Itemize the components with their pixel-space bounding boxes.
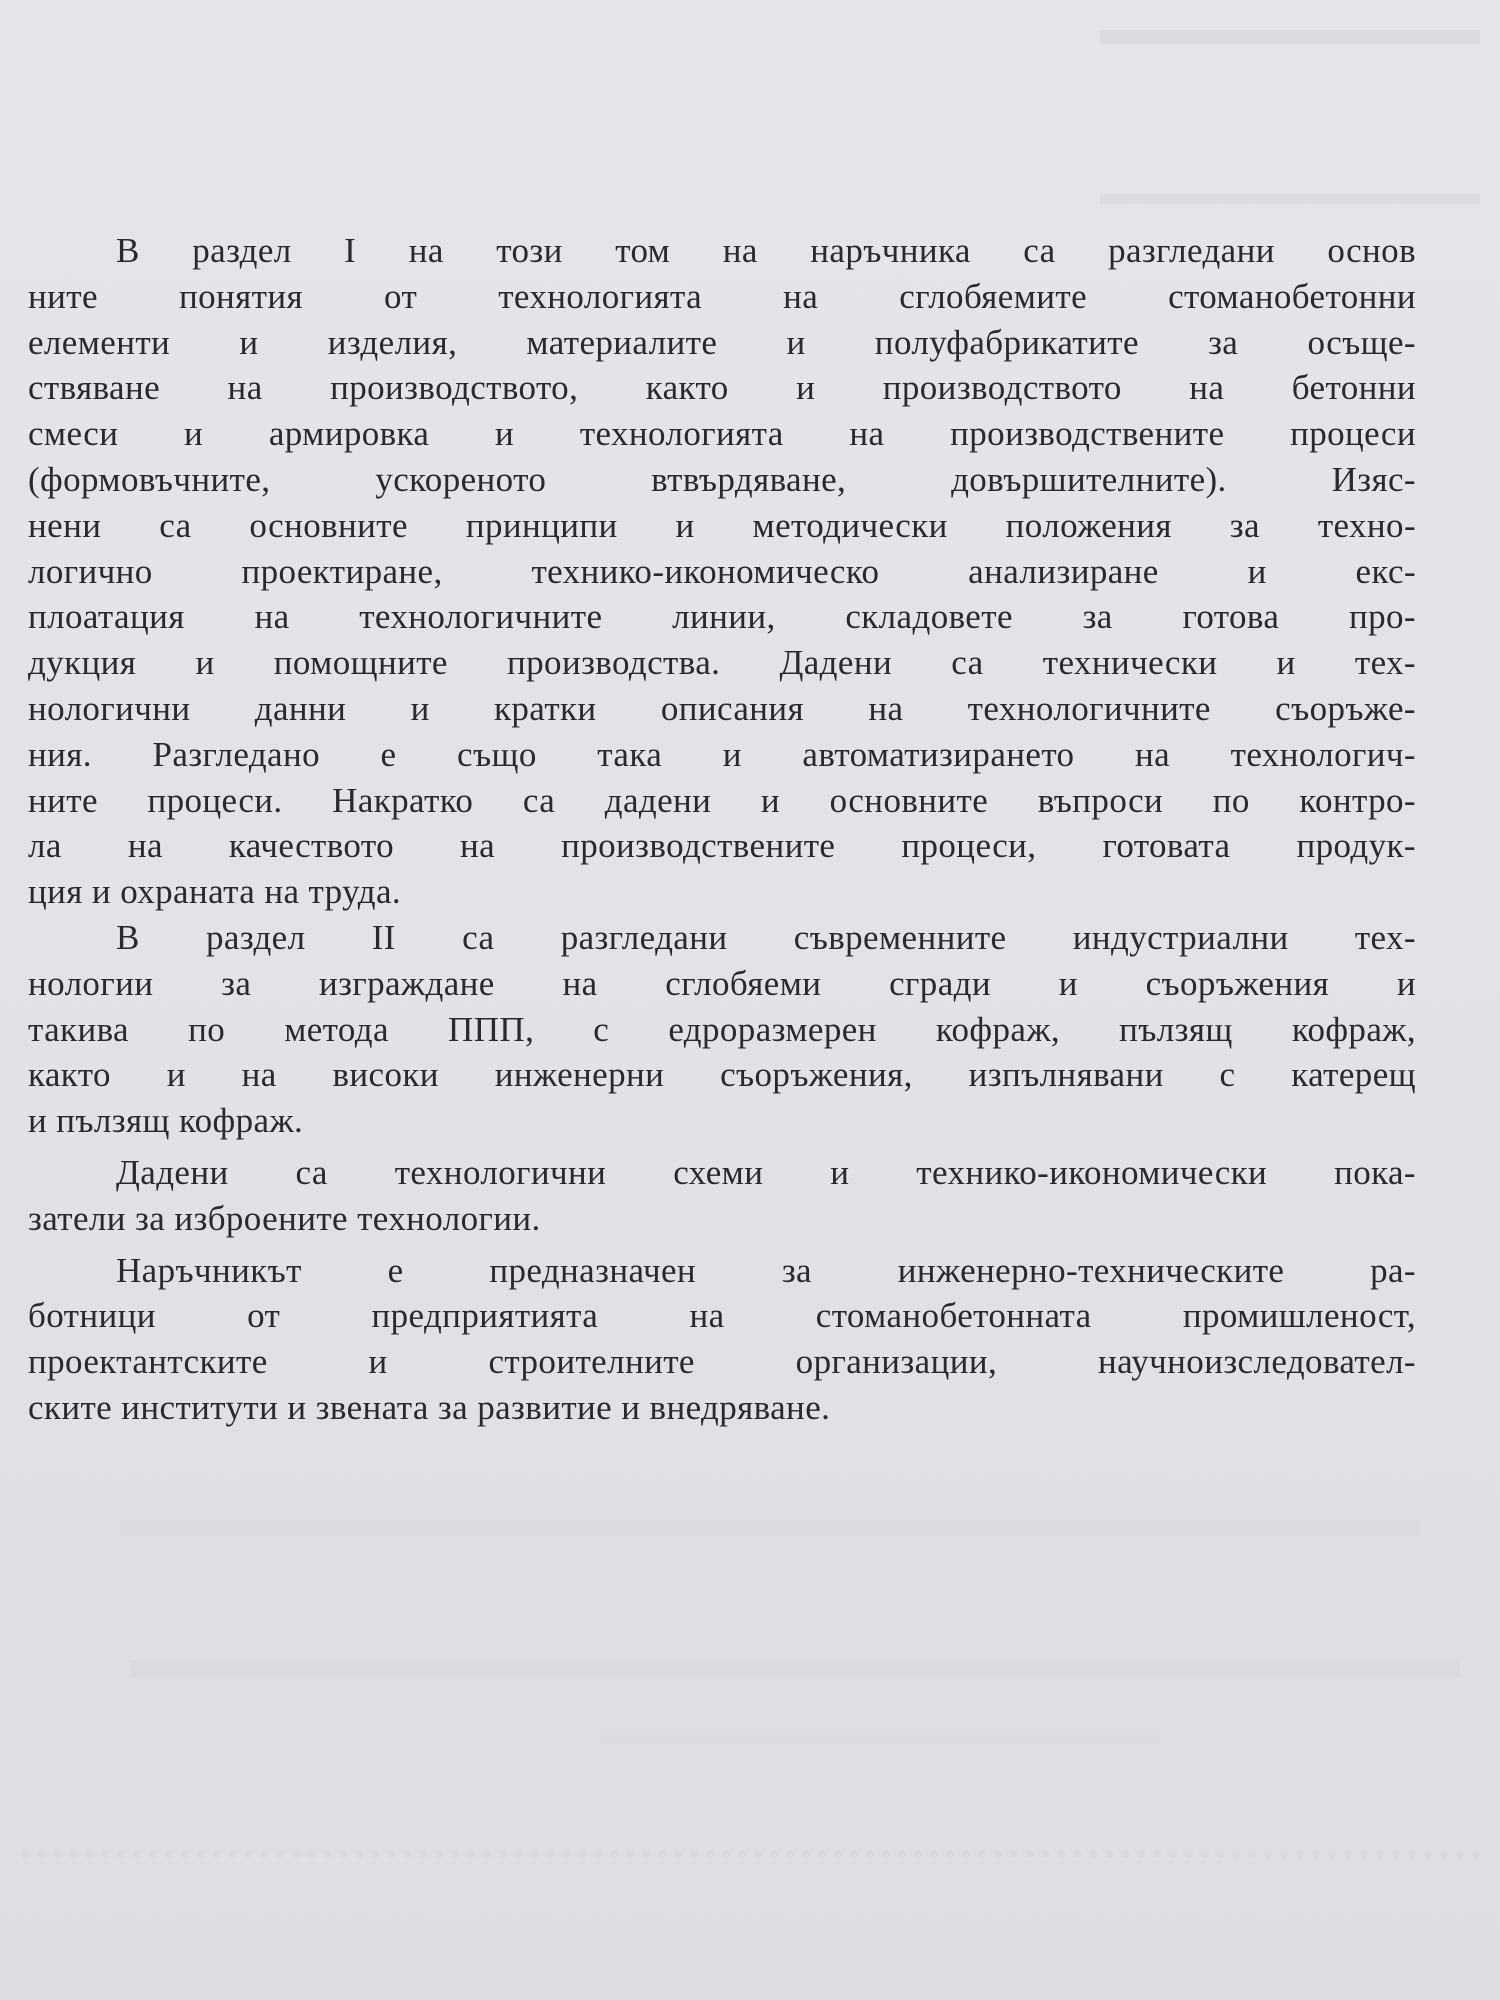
text-line: нени са основните принципи и методически положения за техно- — [28, 505, 1416, 545]
text-line: Дадени са технологични схеми и технико-икономически пока- — [116, 1152, 1416, 1192]
text-line: и пълзящ кофраж. — [28, 1101, 304, 1141]
text-line: ските институти и звената за развитие и внедряване. — [28, 1387, 831, 1427]
text-line: дукция и помощните производства. Дадени са технически и тех- — [28, 643, 1416, 683]
text-line: (формовъчните, ускореното втвърдяване, довършителните). Изяс- — [28, 459, 1416, 499]
paragraph — [28, 228, 1416, 915]
text-line: В раздел I на този том на наръчника са разгледани основ — [116, 231, 1416, 270]
text-line: ботници от предприятията на стоманобетонната промишленост, — [28, 1296, 1416, 1336]
text-line: нологични данни и кратки описания на технологичните съоръже- — [28, 688, 1416, 728]
text-line: ствяване на производството, както и производството на бетонни — [28, 368, 1416, 408]
text-line: такива по метода ППП, с едроразмерен кофраж, пълзящ кофраж, — [28, 1009, 1416, 1049]
text-line: В раздел II са разгледани съвременните индустриални тех- — [116, 917, 1416, 957]
text-line: Наръчникът е предназначен за инженерно-техническите ра- — [116, 1250, 1416, 1290]
text-line: ния. Разгледано е също така и автоматизирането на технологич- — [28, 734, 1416, 774]
show-through-texture — [20, 1850, 1480, 1878]
text-line: плоатация на технологичните линии, складовете за готова про- — [28, 597, 1416, 637]
paragraph — [28, 1150, 1416, 1242]
text-line: логично проектиране, технико-икономическо анализиране и екс- — [28, 551, 1416, 591]
show-through-texture — [120, 1520, 1420, 1576]
text-line: ла на качеството на производствените процеси, готовата продук- — [28, 826, 1416, 866]
text-line: нологии за изграждане на сглобяеми сгради и съоръжения и — [28, 963, 1416, 1003]
body-text — [28, 228, 1416, 1431]
text-line: затели за изброените технологии. — [28, 1198, 541, 1238]
text-line: както и на високи инженерни съоръжения, изпълнявани с катерещ — [28, 1055, 1416, 1095]
show-through-texture — [130, 1660, 1460, 1718]
paragraph — [28, 1248, 1416, 1431]
text-line: смеси и армировка и технологията на производствените процеси — [28, 414, 1416, 454]
show-through-texture — [1100, 30, 1480, 204]
show-through-texture — [600, 1730, 1160, 1774]
text-line: ните процеси. Накратко са дадени и основните въпроси по контро- — [28, 780, 1416, 820]
text-line: ция и охраната на труда. — [28, 872, 402, 912]
show-through-texture — [1420, 700, 1500, 960]
text-line: проектантските и строителните организации, научноизследовател- — [28, 1342, 1416, 1382]
paragraph — [28, 915, 1416, 1144]
text-line: елементи и изделия, материалите и полуфабрикатите за осъще- — [28, 322, 1416, 362]
text-line: ните понятия от технологията на сглобяемите стоманобетонни — [28, 276, 1416, 316]
